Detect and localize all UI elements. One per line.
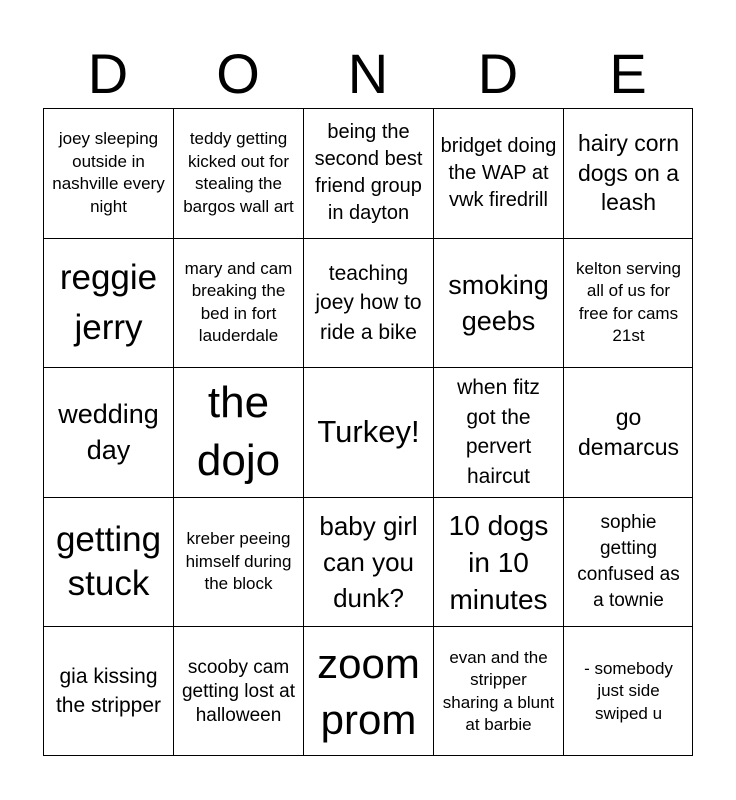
cell-text: reggie jerry [59,257,158,347]
bingo-cell[interactable] [433,626,563,756]
bingo-cell[interactable] [433,108,563,238]
cell-text: evan and the stripper sharing a blunt at barbie [442,647,555,735]
cell-text: zoom prom [317,639,420,743]
bingo-cell[interactable] [43,367,173,497]
bingo-cell[interactable] [173,626,303,756]
bingo-cell[interactable] [563,367,693,497]
cell-text: Turkey! [317,414,420,450]
bingo-cell[interactable] [563,626,693,756]
cell-text: smoking geebs [448,269,549,336]
cell-text: being the second best friend group in dayton [314,121,423,225]
bingo-cell[interactable] [303,626,433,756]
bingo-cell[interactable] [563,238,693,368]
bingo-cell[interactable] [43,108,173,238]
cell-text: 10 dogs in 10 minutes [448,509,549,615]
bingo-header [43,40,693,108]
bingo-cell[interactable] [173,108,303,238]
cell-text: wedding day [58,399,159,466]
cell-text: mary and cam breaking the bed in fort lauderdale [184,258,293,346]
header-letter-1: D [87,42,129,105]
cell-text: getting stuck [55,520,162,604]
bingo-cell[interactable] [43,238,173,368]
bingo-board [43,108,693,756]
cell-text: gia kissing the stripper [55,665,162,717]
bingo-cell[interactable] [303,238,433,368]
cell-text: - somebody just side swiped u [584,658,673,723]
bingo-cell[interactable] [43,497,173,627]
bingo-cell[interactable] [173,238,303,368]
bingo-cell[interactable] [563,497,693,627]
bingo-cell[interactable] [173,367,303,497]
bingo-cell[interactable] [303,367,433,497]
cell-text: go demarcus [578,404,679,461]
bingo-cell[interactable] [563,108,693,238]
bingo-cell[interactable] [303,108,433,238]
bingo-cell[interactable] [303,497,433,627]
header-letter-3: N [347,42,389,105]
cell-text: sophie getting confused as a townie [577,512,680,612]
bingo-cell[interactable] [43,626,173,756]
cell-text: kelton serving all of us for free for cams 21st [576,258,681,346]
cell-text: kreber peeing himself during the block [185,529,292,594]
bingo-cell[interactable] [433,238,563,368]
header-letter-2: O [216,42,260,105]
cell-text: when fitz got the pervert haircut [457,376,540,488]
cell-text: teddy getting kicked out for stealing the bargos wall art [183,129,294,216]
cell-text: scooby cam getting lost at halloween [181,656,296,726]
cell-text: baby girl can you dunk? [319,511,418,614]
cell-text: joey sleeping outside in nashville every night [52,129,165,216]
cell-text: bridget doing the WAP at vwk firedrill [440,134,557,211]
bingo-cell[interactable] [433,497,563,627]
header-letter-4: D [477,42,519,105]
bingo-cell[interactable] [433,367,563,497]
cell-text: teaching joey how to ride a bike [315,261,422,344]
cell-text: the dojo [196,378,281,486]
header-letter-5: E [609,42,647,105]
bingo-cell[interactable] [173,497,303,627]
cell-text: hairy corn dogs on a leash [577,130,680,216]
